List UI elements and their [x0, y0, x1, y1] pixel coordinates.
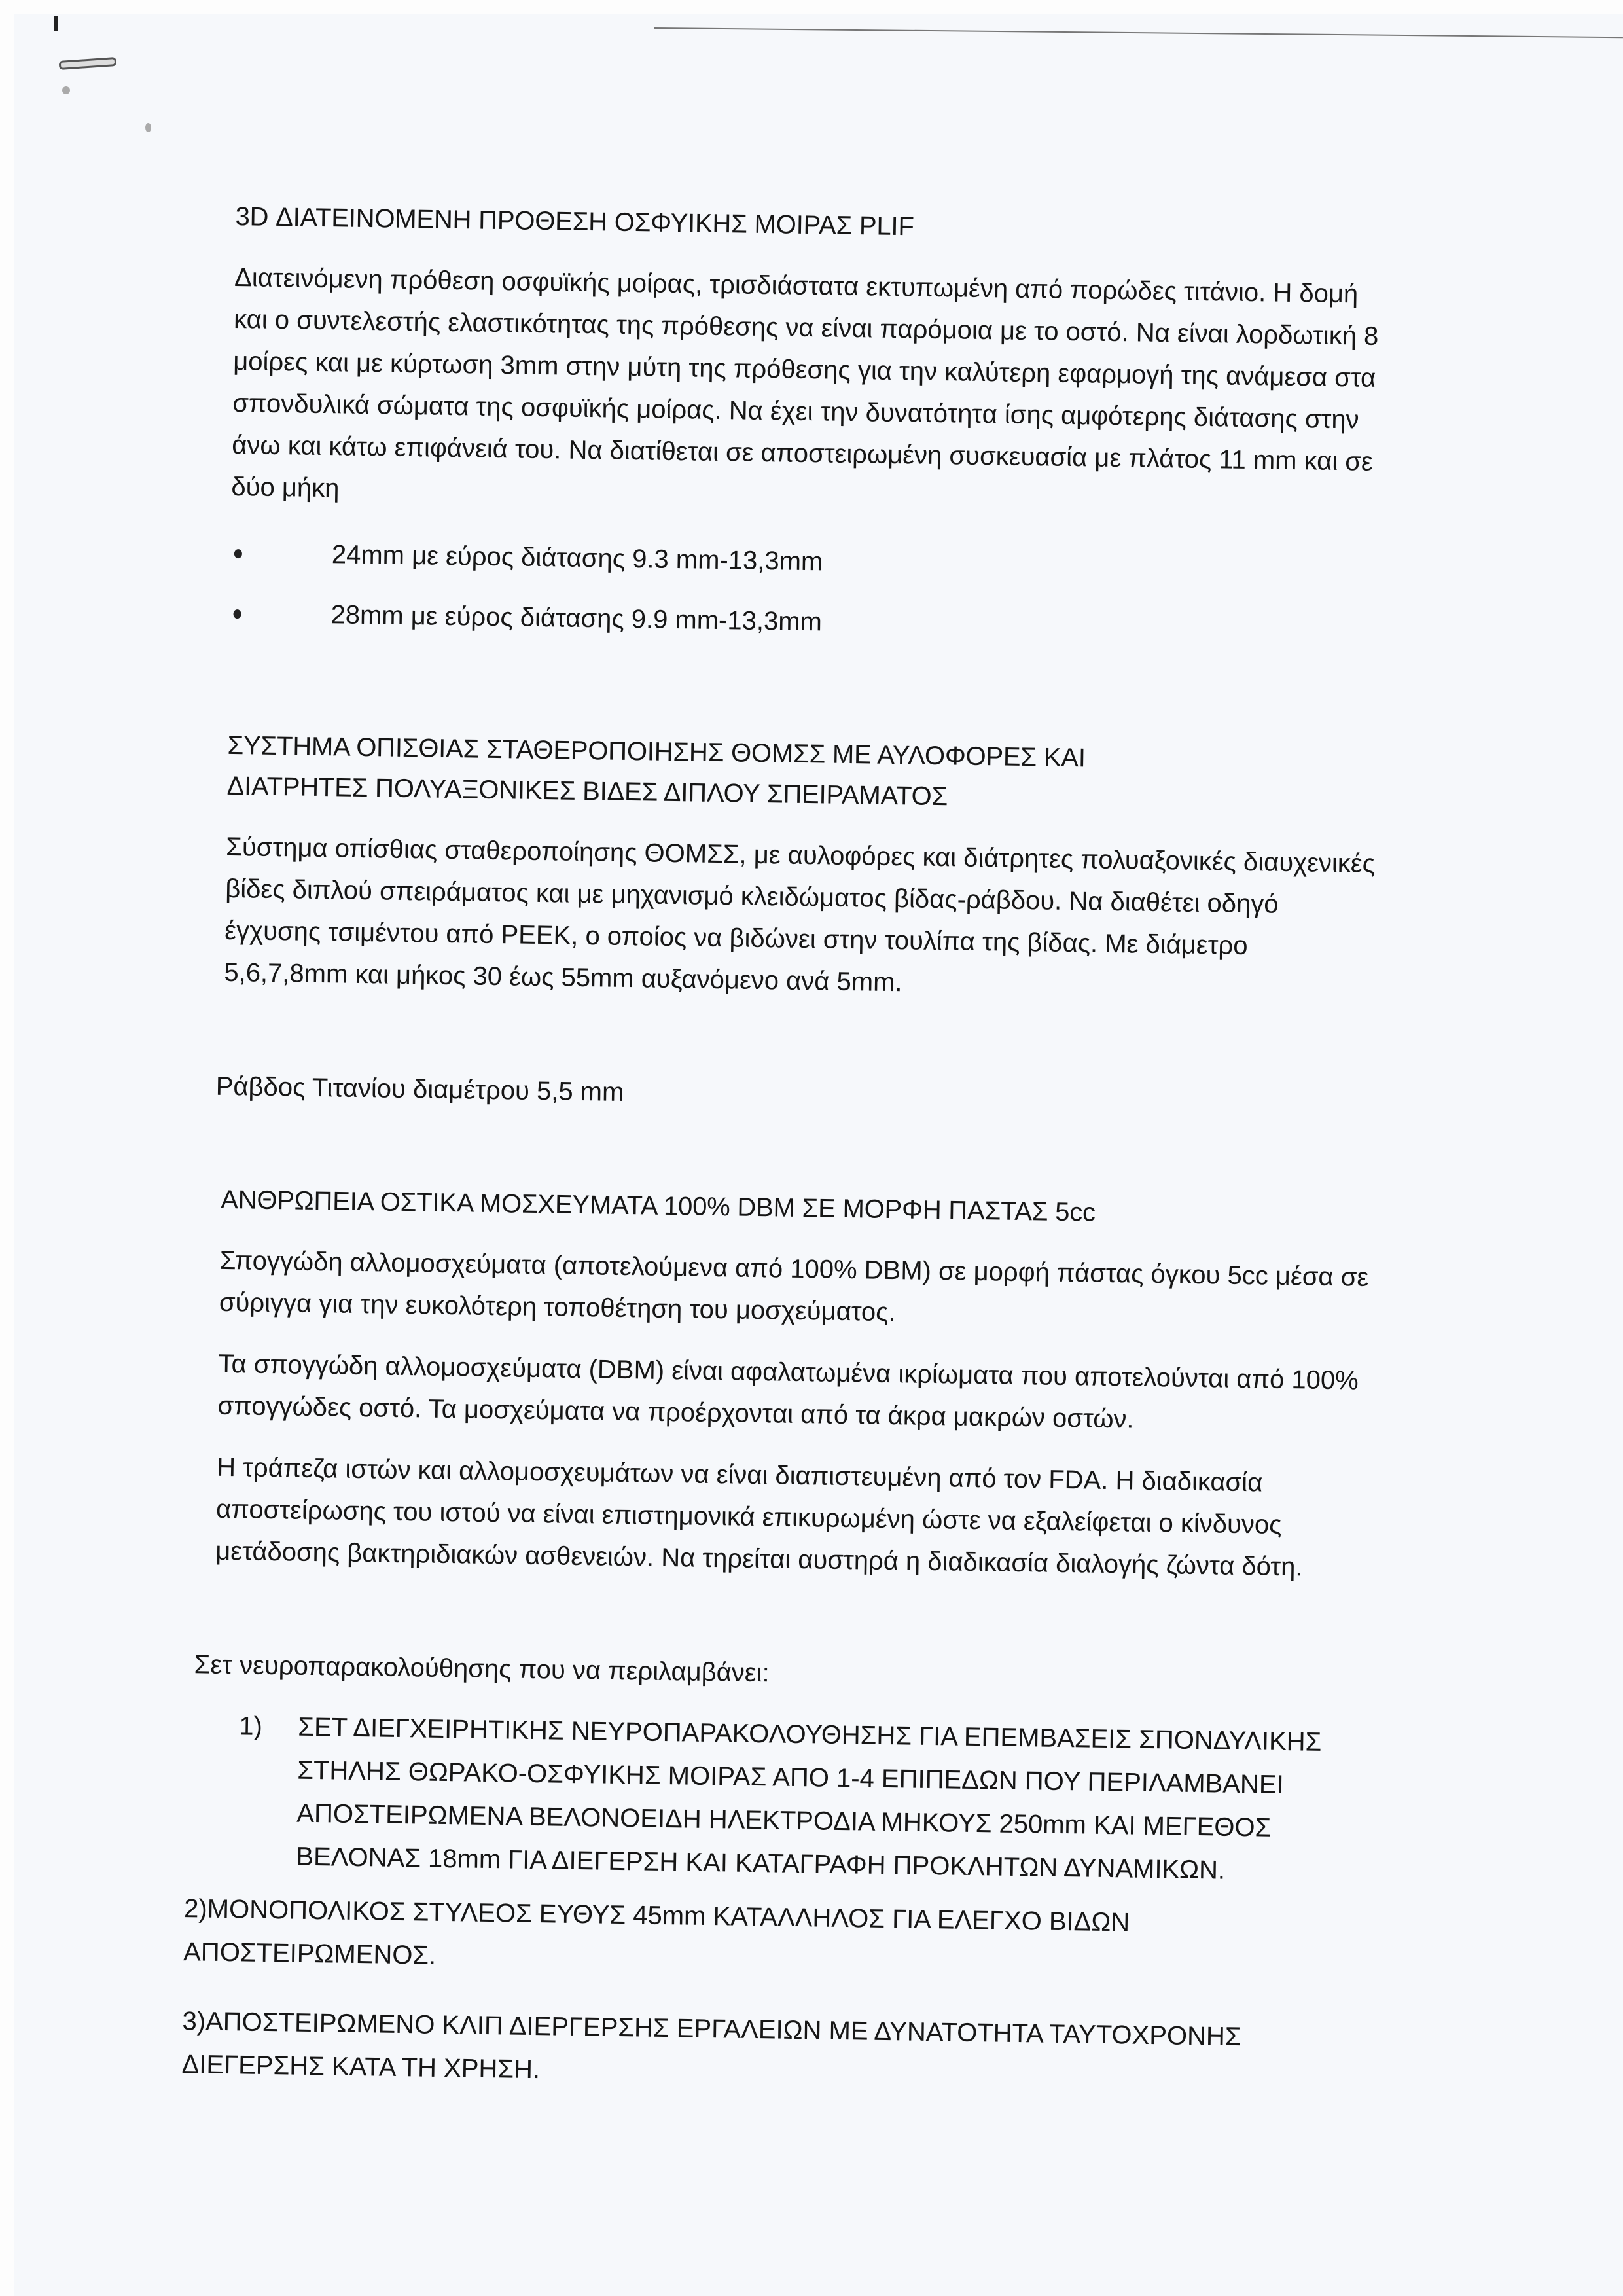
list-item-text: 28mm με εύρος διάτασης 9.9 mm-13,3mm — [330, 600, 823, 637]
section-paragraph: Η τράπεζα ιστών και αλλομοσχευμάτων να είναι διαπιστευμένη από τον FDA. Η διαδικασία αποστείρωσης του ιστού να είναι επιστημονικά επικυρωμένη ώστε να εξαλείφεται ο κίνδυνος μετάδοσης βακτηριδιακών ασθενειών. Να τηρείται αυστηρά η διαδικασία διαλογής ζώντα δότη. — [215, 1452, 1303, 1582]
section-paragraph: Διατεινόμενη πρόθεση οσφυϊκής μοίρας, τρισδιάστατα εκτυπωμένη από πορώδες τιτάνιο. Η δομή και ο συντελεστής ελαστικότητας της πρόθεσης να είναι παρόμοια με το οστό. Να είναι λορδωτική 8 μοίρες και με κύρτωση 3mm στην μύτη της πρόθεσης για την καλύτερη εφαρμογή της ανάμεσα στα σπονδυλικά σώματα της οσφυϊκής μοίρας. Να έχει την δυνατότητα ίσης αμφότερης διάτασης στην άνω και κάτω επιφάνειά του. Να διατίθεται σε αποστειρωμένη συσκευασία με πλάτος 11 mm και σε δύο μήκη — [231, 262, 1379, 503]
section-paragraph: Τα σπογγώδη αλλομοσχεύματα (DBM) είναι αφαλατωμένα ικρίωματα που αποτελούνται από 100% σπογγώδες οστό. Τα μοσχεύματα να προέρχονται από τα άκρα μακρών οστών. — [217, 1349, 1359, 1434]
item-number: 1) — [239, 1712, 263, 1741]
section-paragraph: Σύστημα οπίσθιας σταθεροποίησης ΘΟΜΣΣ, με αυλοφόρες και διάτρητες πολυαξονικές διαυχενικές βίδες διπλού σπειράματος και με μηχανισμό κλειδώματος βίδας-ράβδου. Να διαθέτει οδηγό έγχυσης τσιμέντου από PEEK, ο οποίος να βιδώνει στην τουλίπα της βίδας. Με διάμετρο 5,6,7,8mm και μήκος 30 έως 55mm αυξανόμενο ανά 5mm. — [224, 832, 1376, 997]
list-item — [230, 533, 1382, 590]
section-bone-grafts — [215, 1179, 1373, 1589]
section-neuromonitoring — [181, 1644, 1366, 2104]
section-heading: ΣΥΣΤΗΜΑ ΟΠΙΣΘΙΑΣ ΣΤΑΘΕΡΟΠΟΙΗΣΗΣ ΘΟΜΣΣ ΜΕ ΑΥΛΟΦΟΡΕΣ ΚΑΙ ΔΙΑΤΡΗΤΕΣ ΠΟΛΥΑΞΟΝΙΚΕΣ ΒΙΔΕΣ ΔΙΠΛΟΥ ΣΠΕΙΡΑΜΑΤΟΣ — [226, 730, 1086, 812]
scan-speck — [145, 123, 151, 132]
list-item — [229, 593, 1382, 651]
section-heading: ΑΝΘΡΩΠΕΙΑ ΟΣΤΙΚΑ ΜΟΣΧΕΥΜΑΤΑ 100% DBM ΣΕ ΜΟΡΦΗ ΠΑΣΤΑΣ 5cc — [220, 1185, 1096, 1227]
section-posterior-fixation — [224, 725, 1380, 1011]
numbered-list — [211, 1704, 1365, 1894]
neuromonitoring-intro: Σετ νευροπαρακολούθησης που να περιλαμβάνει: — [194, 1650, 770, 1688]
document-page — [181, 196, 1387, 2104]
bullet-icon — [234, 549, 242, 558]
section-heading: 3D ΔΙΑΤΕΙΝΟΜΕΝΗ ΠΡΟΘΕΣΗ ΟΣΦΥΙΚΗΣ ΜΟΙΡΑΣ PLIF — [235, 202, 914, 242]
scan-speck — [62, 86, 70, 94]
scan-mark — [54, 16, 58, 31]
section-paragraph: Σπογγώδη αλλομοσχεύματα (αποτελούμενα από 100% DBM) σε μορφή πάστας όγκου 5cc μέσα σε σύριγγα για την ευκολότερη τοποθέτηση του μοσχεύματος. — [219, 1246, 1369, 1327]
bullet-icon — [233, 609, 241, 619]
list-item: 3)ΑΠΟΣΤΕΙΡΩΜΕΝΟ ΚΛΙΠ ΔΙΕΡΓΕΡΣΗΣ ΕΡΓΑΛΕΙΩΝ ΜΕ ΔΥΝΑΤΟΤΗΤΑ ΤΑΥΤΟΧΡΟΝΗΣ ΔΙΕΓΕΡΣΗΣ ΚΑΤΑ ΤΗ ΧΡΗΣΗ. — [181, 2007, 1241, 2085]
list-item-text: 24mm με εύρος διάτασης 9.3 mm-13,3mm — [331, 540, 823, 577]
section-plif-prosthesis — [229, 196, 1387, 651]
list-item: 2)ΜΟΝΟΠΟΛΙΚΟΣ ΣΤΥΛΕΟΣ ΕΥΘΥΣ 45mm ΚΑΤΑΛΛΗΛΟΣ ΓΙΑ ΕΛΕΓΧΟ ΒΙΔΩΝ ΑΠΟΣΤΕΙΡΩΜΕΝΟΣ. — [183, 1894, 1130, 1970]
list-item-text: ΣΕΤ ΔΙΕΓΧΕΙΡΗΤΙΚΗΣ ΝΕΥΡΟΠΑΡΑΚΟΛΟΥΘΗΣΗΣ ΓΙΑ ΕΠΕΜΒΑΣΕΙΣ ΣΠΟΝΔΥΛΙΚΗΣ ΣΤΗΛΗΣ ΘΩΡΑΚΟ-ΟΣΦΥΙΚΗΣ ΜΟΙΡΑΣ ΑΠΟ 1-4 ΕΠΙΠΕΔΩΝ ΠΟΥ ΠΕΡΙΛΑΜΒΑΝΕΙ ΑΠΟΣΤΕΙΡΩΜΕΝΑ ΒΕΛΟΝΟΕΙΔΗ ΗΛΕΚΤΡΟΔΙΑ ΜΗΚΟΥΣ 250mm ΚΑΙ ΜΕΓΕΘΟΣ ΒΕΛΟΝΑΣ 18mm ΓΙΑ ΔΙΕΓΕΡΣΗ ΚΑΙ ΚΑΤΑΓΡΑΦΗ ΠΡΟΚΛΗΤΩΝ ΔΥΝΑΜΙΚΩΝ. — [296, 1712, 1322, 1885]
list-item — [237, 1704, 1365, 1893]
size-list — [229, 533, 1382, 651]
rod-line: Ράβδος Τιτανίου διαμέτρου 5,5 mm — [215, 1071, 624, 1107]
